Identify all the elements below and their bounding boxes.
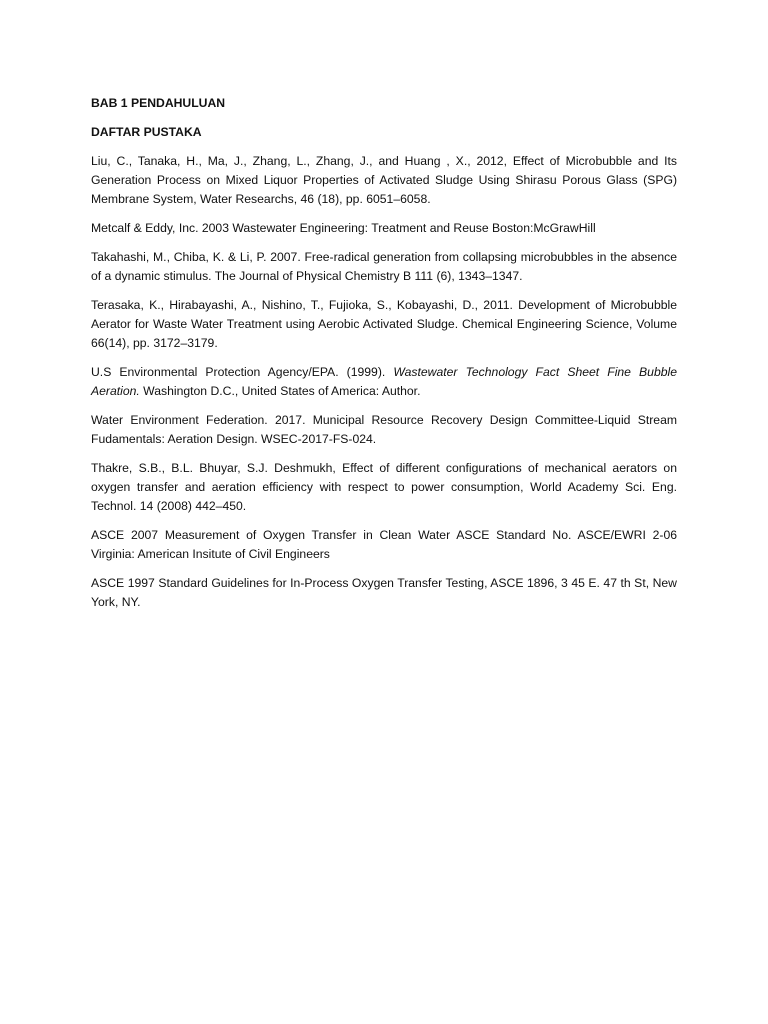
reference-list (91, 152, 677, 612)
reference-text-tail: Washington D.C., United States of America: Author. (139, 384, 421, 398)
section-title: DAFTAR PUSTAKA (91, 125, 202, 139)
reference-entry (91, 296, 677, 353)
reference-entry (91, 152, 677, 209)
reference-text: Terasaka, K., Hirabayashi, A., Nishino, T., Fujioka, S., Kobayashi, D., 2011. Development of Microbubble Aerator for Waste Water Treatment using Aerobic Activated Sludge. Chemical Engineering Science, Volume 66(14), pp. 3172–3179. (91, 298, 677, 350)
reference-entry (91, 574, 677, 612)
document-page (91, 94, 677, 622)
reference-entry (91, 219, 677, 238)
reference-entry (91, 411, 677, 449)
reference-entry (91, 248, 677, 286)
reference-text: Takahashi, M., Chiba, K. & Li, P. 2007. Free-radical generation from collapsing microbubbles in the absence of a dynamic stimulus. The Journal of Physical Chemistry B 111 (6), 1343–1347. (91, 250, 677, 283)
chapter-title: BAB 1 PENDAHULUAN (91, 96, 226, 110)
reference-text: Liu, C., Tanaka, H., Ma, J., Zhang, L., Zhang, J., and Huang , X., 2012, Effect of Microbubble and Its Generation Process on Mixed Liquor Properties of Activated Sludge Using Shirasu Porous Glass (SPG) Membrane System, Water Researchs, 46 (18), pp. 6051–6058. (91, 154, 677, 206)
reference-text: ASCE 1997 Standard Guidelines for In-Process Oxygen Transfer Testing, ASCE 1896, 3 45 E. 47 th St, New York, NY. (91, 576, 677, 609)
reference-entry (91, 459, 677, 516)
reference-text: Metcalf & Eddy, Inc. 2003 Wastewater Engineering: Treatment and Reuse Boston:McGrawHill (91, 221, 596, 235)
reference-text: Thakre, S.B., B.L. Bhuyar, S.J. Deshmukh, Effect of different configurations of mechanical aerators on oxygen transfer and aeration efficiency with respect to power consumption, World Academy Sci. Eng. Technol. 14 (2008) 442–450. (91, 461, 677, 513)
reference-title-italic: Wastewater Technology Fact Sheet Fine Bubble Aeration. (91, 365, 677, 398)
reference-entry (91, 363, 677, 401)
reference-entry (91, 526, 677, 564)
reference-text: ASCE 2007 Measurement of Oxygen Transfer in Clean Water ASCE Standard No. ASCE/EWRI 2-06 Virginia: American Insitute of Civil Engineers (91, 528, 677, 561)
reference-text: Water Environment Federation. 2017. Municipal Resource Recovery Design Committee-Liquid Stream Fudamentals: Aeration Design. WSEC-2017-FS-024. (91, 413, 677, 446)
reference-text: U.S Environmental Protection Agency/EPA. (1999). (91, 365, 394, 379)
